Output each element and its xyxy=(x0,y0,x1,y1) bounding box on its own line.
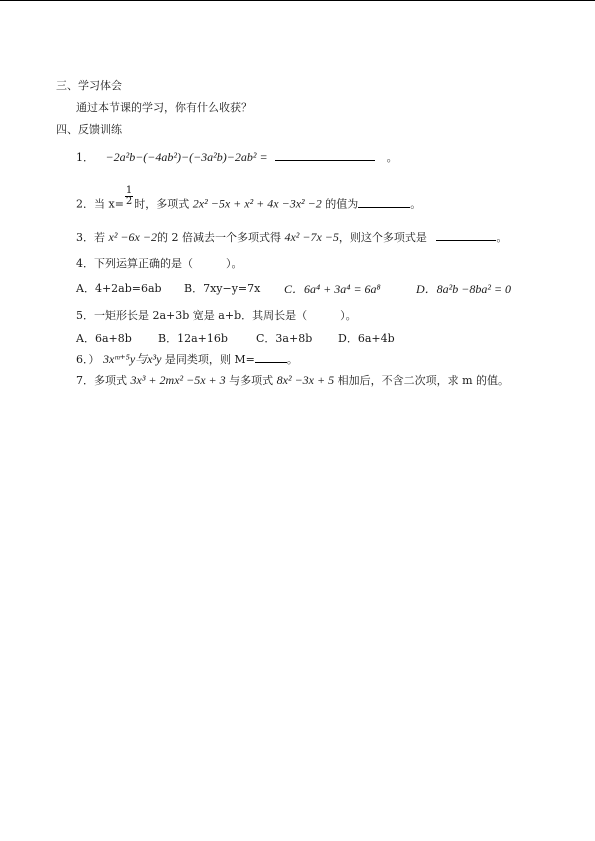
q3-number: 3．若 xyxy=(76,231,105,244)
q2-answer-blank[interactable] xyxy=(358,195,410,208)
q4-options-row xyxy=(76,281,546,297)
question-5: 5．一矩形长是 2a+3b 宽是 a+b．其周长是（ ）。 xyxy=(76,309,357,322)
q3-end: 。 xyxy=(496,231,508,244)
q4-option-a[interactable]: A．4+2ab=6ab xyxy=(76,282,162,295)
question-1 xyxy=(76,148,398,166)
q1-end: 。 xyxy=(386,151,398,164)
q4-option-c[interactable]: C．6a⁴ + 3a⁴ = 6a⁸ xyxy=(284,282,381,296)
q7-mid-text: 与多项式 xyxy=(229,374,274,387)
question-4: 4．下列运算正确的是（ ）。 xyxy=(76,257,243,270)
q6-end: 。 xyxy=(286,353,298,366)
q1-expression: −2a²b−(−4ab²)−(−3a²b)−2ab² = xyxy=(105,150,268,164)
q4-option-b[interactable]: B．7xy−y=7x xyxy=(184,282,261,295)
q2-tail-text: 的值为 xyxy=(325,197,359,211)
q2-fraction xyxy=(125,186,133,207)
q6-expression: 3xᵐ⁺⁵y与x³y xyxy=(103,352,162,366)
q1-number: 1． xyxy=(76,151,94,164)
q5-option-a[interactable]: A．6a+8b xyxy=(76,332,132,345)
page-top-border xyxy=(0,0,595,1)
question-7 xyxy=(76,372,509,389)
q5-option-c[interactable]: C．3a+8b xyxy=(256,332,313,345)
q2-expression: 2x² −5x + x² + 4x −3x² −2 xyxy=(192,196,322,211)
q6-number: 6．） xyxy=(76,353,100,366)
q5-options-row xyxy=(76,331,546,347)
q7-expression-2: 8x² −3x + 5 xyxy=(276,373,335,387)
q7-number: 7．多项式 xyxy=(76,374,127,387)
q7-expression-1: 3x³ + 2mx² −5x + 3 xyxy=(130,373,226,387)
question-6 xyxy=(76,350,298,368)
q4-option-d[interactable]: D．8a²b −8ba² = 0 xyxy=(416,282,512,296)
q3-expression-2: 4x² −7x −5 xyxy=(284,230,339,244)
q5-option-d[interactable]: D．6a+4b xyxy=(338,332,395,345)
q5-option-b[interactable]: B．12a+16b xyxy=(158,332,228,345)
q6-answer-blank[interactable] xyxy=(255,350,287,363)
q6-tail-text: 是同类项，则 M= xyxy=(164,353,255,366)
q1-answer-blank[interactable] xyxy=(275,148,375,161)
q7-tail-text: 相加后，不含二次项，求 m 的值。 xyxy=(337,374,510,387)
q2-mid-text: 时，多项式 xyxy=(134,197,190,211)
q2-fraction-numerator: 1 xyxy=(125,185,133,196)
q2-number: 2．当 x= xyxy=(76,197,124,211)
q3-answer-blank[interactable] xyxy=(436,228,496,241)
section-heading-3: 三、学习体会 xyxy=(56,79,122,92)
q2-fraction-denominator: 2 xyxy=(125,196,133,207)
section-heading-4: 四、反馈训练 xyxy=(56,123,122,136)
q2-end: 。 xyxy=(410,197,422,211)
q3-mid-text: 的 2 倍减去一个多项式得 xyxy=(156,231,281,244)
question-2 xyxy=(76,185,422,215)
question-3 xyxy=(76,228,507,246)
q3-tail-text: ，则这个多项式是 xyxy=(338,231,427,244)
reflection-prompt: 通过本节课的学习，你有什么收获？ xyxy=(76,101,252,114)
q3-expression-1: x² −6x −2 xyxy=(108,230,157,244)
